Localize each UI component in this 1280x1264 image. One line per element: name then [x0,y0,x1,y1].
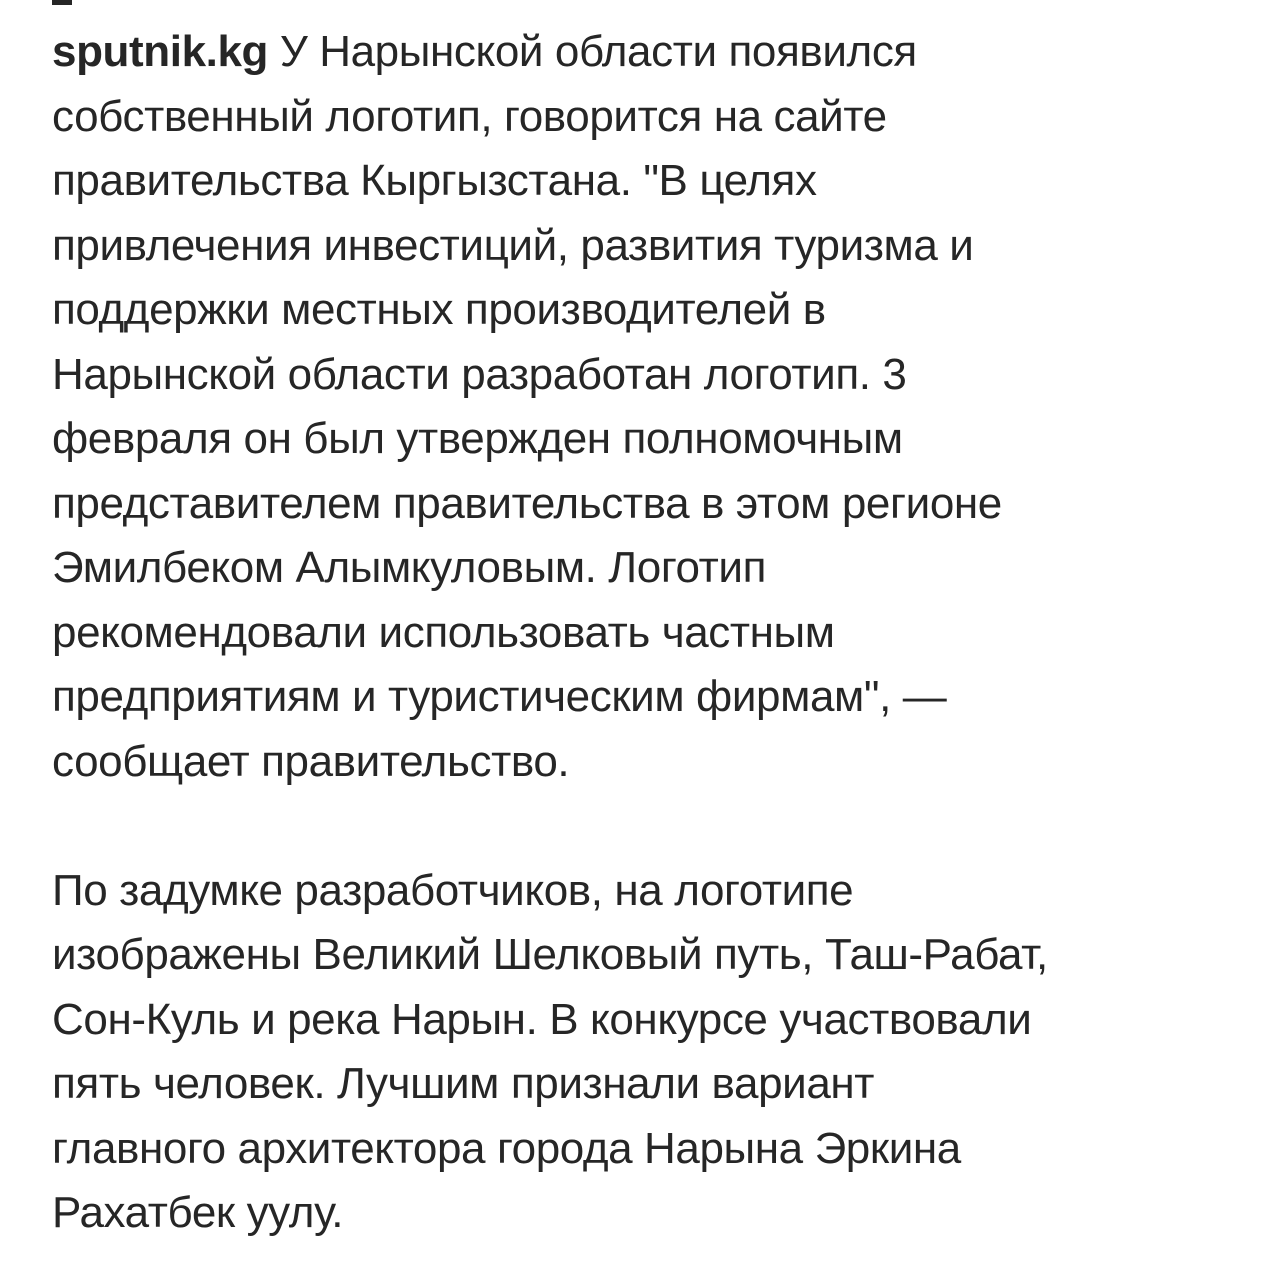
caption-line: правительства Кыргызстана. "В целях [52,156,817,205]
caption-line: привлечения инвестиций, развития туризма и [52,220,974,270]
caption-line: изображены Великий Шелковый путь, Таш-Рабат, [52,930,1048,979]
caption-line: поддержки местных производителей в [52,285,826,334]
cropped-text-fragment [52,0,72,5]
caption-line: главного архитектора города Нарына Эркина [52,1123,961,1173]
caption-line: февраля он был утвержден полномочным [52,414,903,463]
caption-line: Эмилбеком Алымкуловым. Логотип [52,543,767,592]
caption-line: представителем правительства в этом регионе [52,478,1002,528]
caption-line [52,20,1242,85]
post-caption [52,20,1242,1246]
caption-line: пять человек. Лучшим признали вариант [52,1059,875,1108]
caption-line: рекомендовали использовать частным [52,607,835,657]
caption-paragraph-2 [52,859,1242,1246]
caption-line: Нарынской области разработан логотип. 3 [52,349,907,399]
caption-line: сообщает правительство. [52,736,570,786]
caption-line: собственный логотип, говорится на сайте [52,91,887,141]
caption-line: предприятиям и туристическим фирмам", — [52,672,947,721]
caption-line: По задумке разработчиков, на логотипе [52,865,854,915]
caption-line: Сон-Куль и река Нарын. В конкурсе участвовали [52,994,1032,1044]
caption-paragraph-1 [52,20,1242,794]
caption-line: Рахатбек уулу. [52,1188,344,1237]
caption-line-text: У Нарынской области появился [268,27,917,76]
paragraph-spacer [52,794,1242,859]
username-link[interactable]: sputnik.kg [52,27,269,76]
